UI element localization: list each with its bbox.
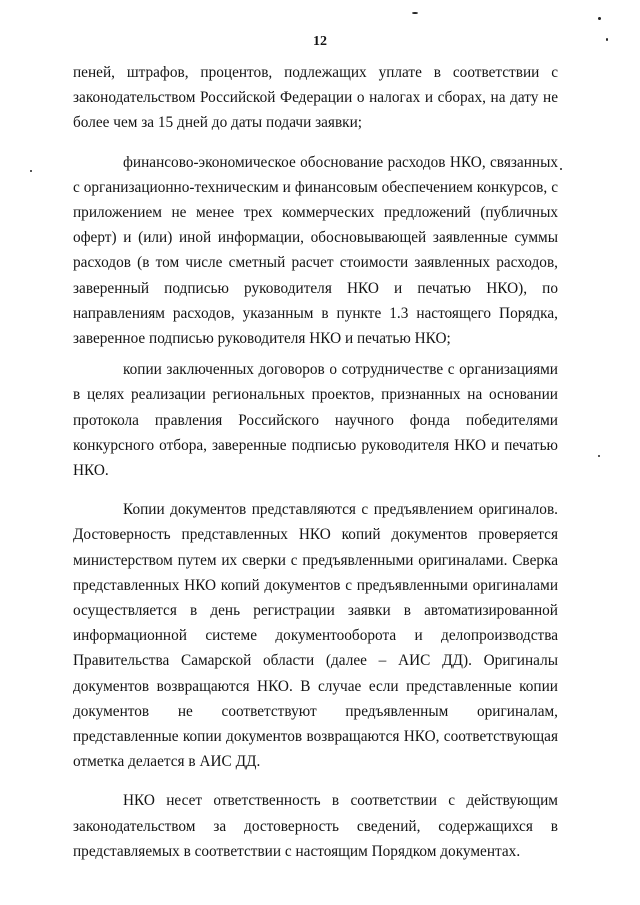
paragraph-document-copies: Копии документов представляются с предъявлением оригиналов. Достоверность представленных НКО копий документов проверяется министерством путем их сверки с предъявленными оригиналами. Сверка представленных НКО копий документов с предъявленными оригиналами осуществляется в день регистрации заявки в автоматизированной информационной системе документооборота и делопроизводства Правительства Самарской области (далее – АИС ДД). Оригиналы документов возвращаются НКО. В случае если представленные копии документов не соответствуют предъявленным оригиналам, представленные копии документов возвращаются НКО, соответствующая отметка делается в АИС ДД. xyxy=(73,501,558,771)
scan-speck xyxy=(560,168,562,170)
scan-speck xyxy=(30,170,32,172)
scan-speck xyxy=(598,455,600,457)
paragraph-financial-justification: финансово-экономическое обоснование расходов НКО, связанных с организационно-техническим и финансовым обеспечением конкурсов, с приложением не менее трех коммерческих предложений (публичных оферт) и (или) иной информации, обосновывающей заявленные суммы расходов (в том числе сметный расчет стоимости заявленных расходов, заверенный подписью руководителя НКО и печатью НКО), по направлениям расходов, указанным в пункте 1.3 настоящего Порядка, заверенное подписью руководителя НКО и печатью НКО; xyxy=(73,153,558,348)
paragraph-penalties: пеней, штрафов, процентов, подлежащих уплате в соответствии с законодательством Российской Федерации о налогах и сборах, на дату не более чем за 15 дней до даты подачи заявки; xyxy=(73,64,558,132)
document-body xyxy=(73,60,558,864)
scan-speck xyxy=(606,38,608,41)
scan-speck xyxy=(412,12,418,14)
page-number: 12 xyxy=(313,34,327,49)
scan-speck xyxy=(598,17,601,20)
paragraph-contract-copies: копии заключенных договоров о сотрудничестве с организациями в целях реализации региональных проектов, признанных на основании протокола правления Российского научного фонда победителями конкурсного отбора, заверенные подписью руководителя НКО и печатью НКО. xyxy=(73,361,558,480)
paragraph-responsibility: НКО несет ответственность в соответствии с действующим законодательством за достоверность сведений, содержащихся в представляемых в соответствии с настоящим Порядком документах. xyxy=(73,792,558,860)
